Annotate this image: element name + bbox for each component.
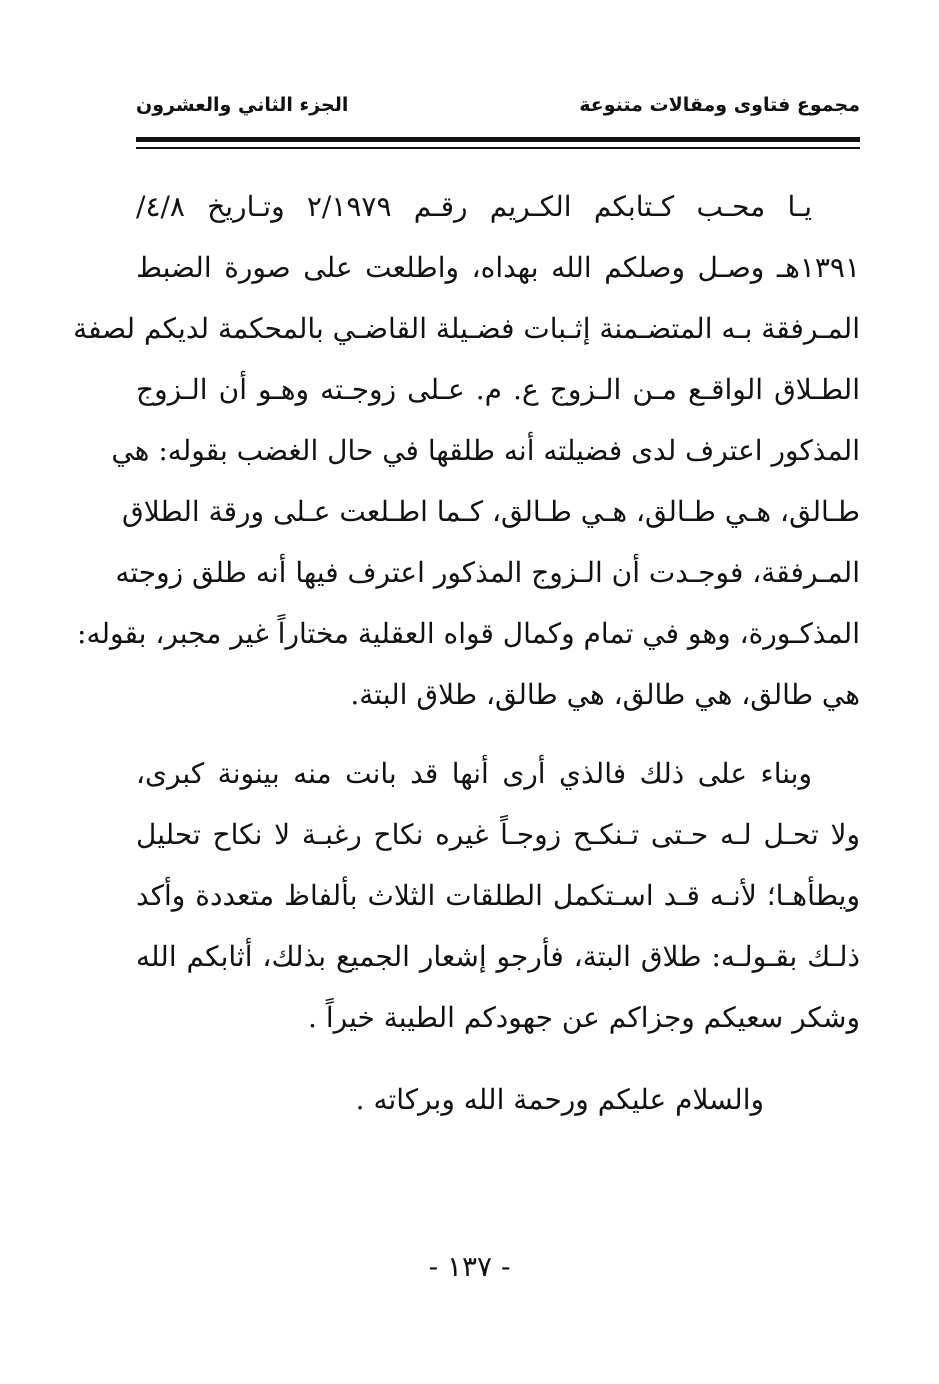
text-line: المذكـورة، وهو في تمام وكمال قواه العقلية مختاراً غير مجبر، بقوله:: [77, 617, 860, 650]
paragraph-1: [73, 176, 860, 725]
running-header: [136, 94, 860, 134]
text-line: وبناء على ذلك فالذي أرى أنها قد بانت منه بينونة كبرى،: [136, 757, 812, 790]
text-line: يـا محـب كـتابكم الكـريم رقـم ٢/١٩٧٩ وتـاريخ ٤/٨/: [136, 190, 812, 223]
text-line: ذلـك بقـولـه: طلاق البتة، فأرجو إشعار الجميع بذلك، أثابكم الله: [136, 940, 860, 973]
text-line: ويطأهـا؛ لأنـه قـد اسـتكمل الطلقات الثلاث بألفاظ متعددة وأكد: [136, 879, 860, 912]
text-line: طـالق، هـي طـالق، هـي طـالق، كـما اطـلعت عـلى ورقة الطلاق: [122, 495, 860, 528]
text-line: ١٣٩١هـ وصـل وصلكم الله بهداه، واطلعت على صورة الضبط: [136, 251, 860, 284]
text-line: المذكور اعترف لدى فضيلته أنه طلقها في حال الغضب بقوله: هي: [111, 434, 860, 467]
closing-salutation: والسلام عليكم ورحمة الله وبركاته .: [355, 1083, 764, 1116]
header-rule-thick: [136, 137, 860, 142]
page-number: - ١٣٧ -: [428, 1250, 511, 1283]
paragraph-2: [136, 743, 860, 1048]
book-title: مجموع فتاوى ومقالات متنوعة: [579, 94, 860, 116]
volume-title: الجزء الثاني والعشرون: [136, 94, 349, 116]
text-line: ولا تحـل لـه حـتى تـنكـح زوجـاً غيره نكاح رغبـة لا نكاح تحليل: [136, 818, 860, 851]
text-line: المـرفقة بـه المتضـمنة إثـبات فضـيلة القاضـي بالمحكمة لديكم لصفة: [73, 312, 860, 345]
text-line: وشكر سعيكم وجزاكم عن جهودكم الطيبة خيراً .: [308, 1001, 860, 1034]
header-rule-thin: [136, 147, 860, 149]
text-line: الطـلاق الواقـع مـن الـزوج ع. م. عـلى زوجـته وهـو أن الـزوج: [136, 373, 860, 406]
text-line: المـرفقة، فوجـدت أن الـزوج المذكور اعترف فيها أنه طلق زوجته: [115, 556, 860, 589]
text-line: هي طالق، هي طالق، هي طالق، طلاق البتة.: [350, 678, 860, 711]
